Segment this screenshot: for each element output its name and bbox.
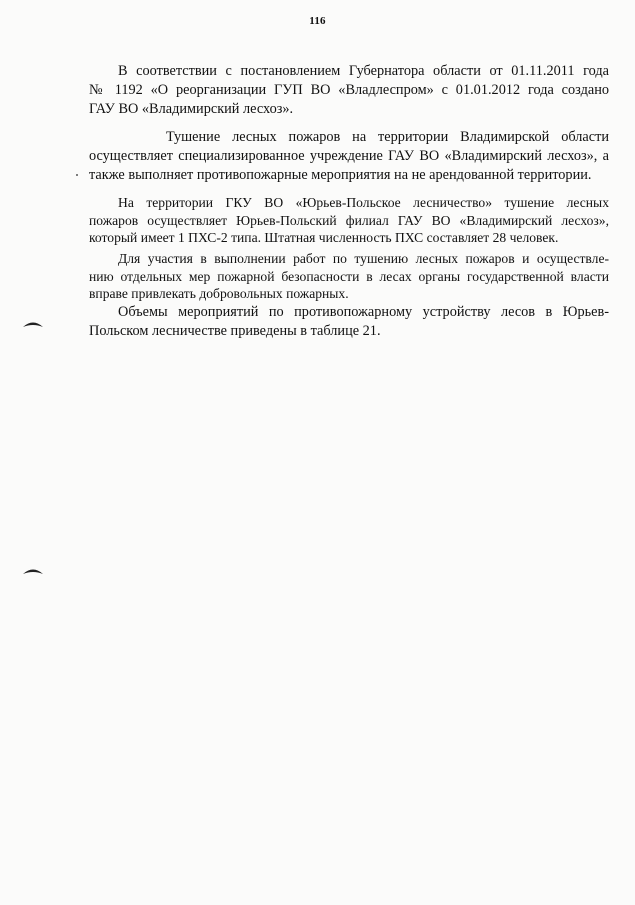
paragraph-line: нию отдельных мер пожарной безопасности в лесах органы государственной власти <box>89 268 609 284</box>
paragraph-forestry-unit <box>89 194 609 247</box>
paragraph-line: Для участия в выполнении работ по тушению лесных пожаров и осуществле- <box>118 251 609 266</box>
paragraph-line: ГАУ ВО «Владимирский лесхоз». <box>89 101 294 117</box>
paragraph-line: Тушение лесных пожаров на территории Владимирской области <box>166 129 609 145</box>
paragraph-firefighting-region <box>89 128 609 185</box>
paragraph-table-reference <box>89 303 609 341</box>
paragraph-reorganization <box>89 62 609 119</box>
paragraph-line: № 1192 «О реорганизации ГУП ВО «Владлеспром» с 01.01.2012 года создано <box>89 82 609 98</box>
paragraph-line: В соответствии с постановлением Губернатора области от 01.11.2011 года <box>118 63 609 79</box>
binder-hole-mark <box>22 567 44 575</box>
paragraph-line: Объемы мероприятий по противопожарному устройству лесов в Юрьев- <box>118 304 609 320</box>
paragraph-line: также выполняет противопожарные мероприятия на не арендованной территории. <box>89 167 592 183</box>
binder-hole-mark <box>22 320 44 328</box>
paragraph-line: Польском лесничестве приведены в таблице 21. <box>89 323 381 339</box>
scan-speck <box>76 174 78 176</box>
paragraph-line: осуществляет специализированное учреждение ГАУ ВО «Владимирский лесхоз», а <box>89 148 609 164</box>
paragraph-line: На территории ГКУ ВО «Юрьев-Польское лесничество» тушение лесных <box>118 195 609 210</box>
paragraph-volunteers <box>89 250 609 303</box>
paragraph-line: пожаров осуществляет Юрьев-Польский филиал ГАУ ВО «Владимирский лесхоз», <box>89 212 609 228</box>
paragraph-line: который имеет 1 ПХС-2 типа. Штатная численность ПХС составляет 28 человек. <box>89 230 559 245</box>
paragraph-line: вправе привлекать добровольных пожарных. <box>89 286 349 301</box>
page-number: 116 <box>309 15 326 27</box>
